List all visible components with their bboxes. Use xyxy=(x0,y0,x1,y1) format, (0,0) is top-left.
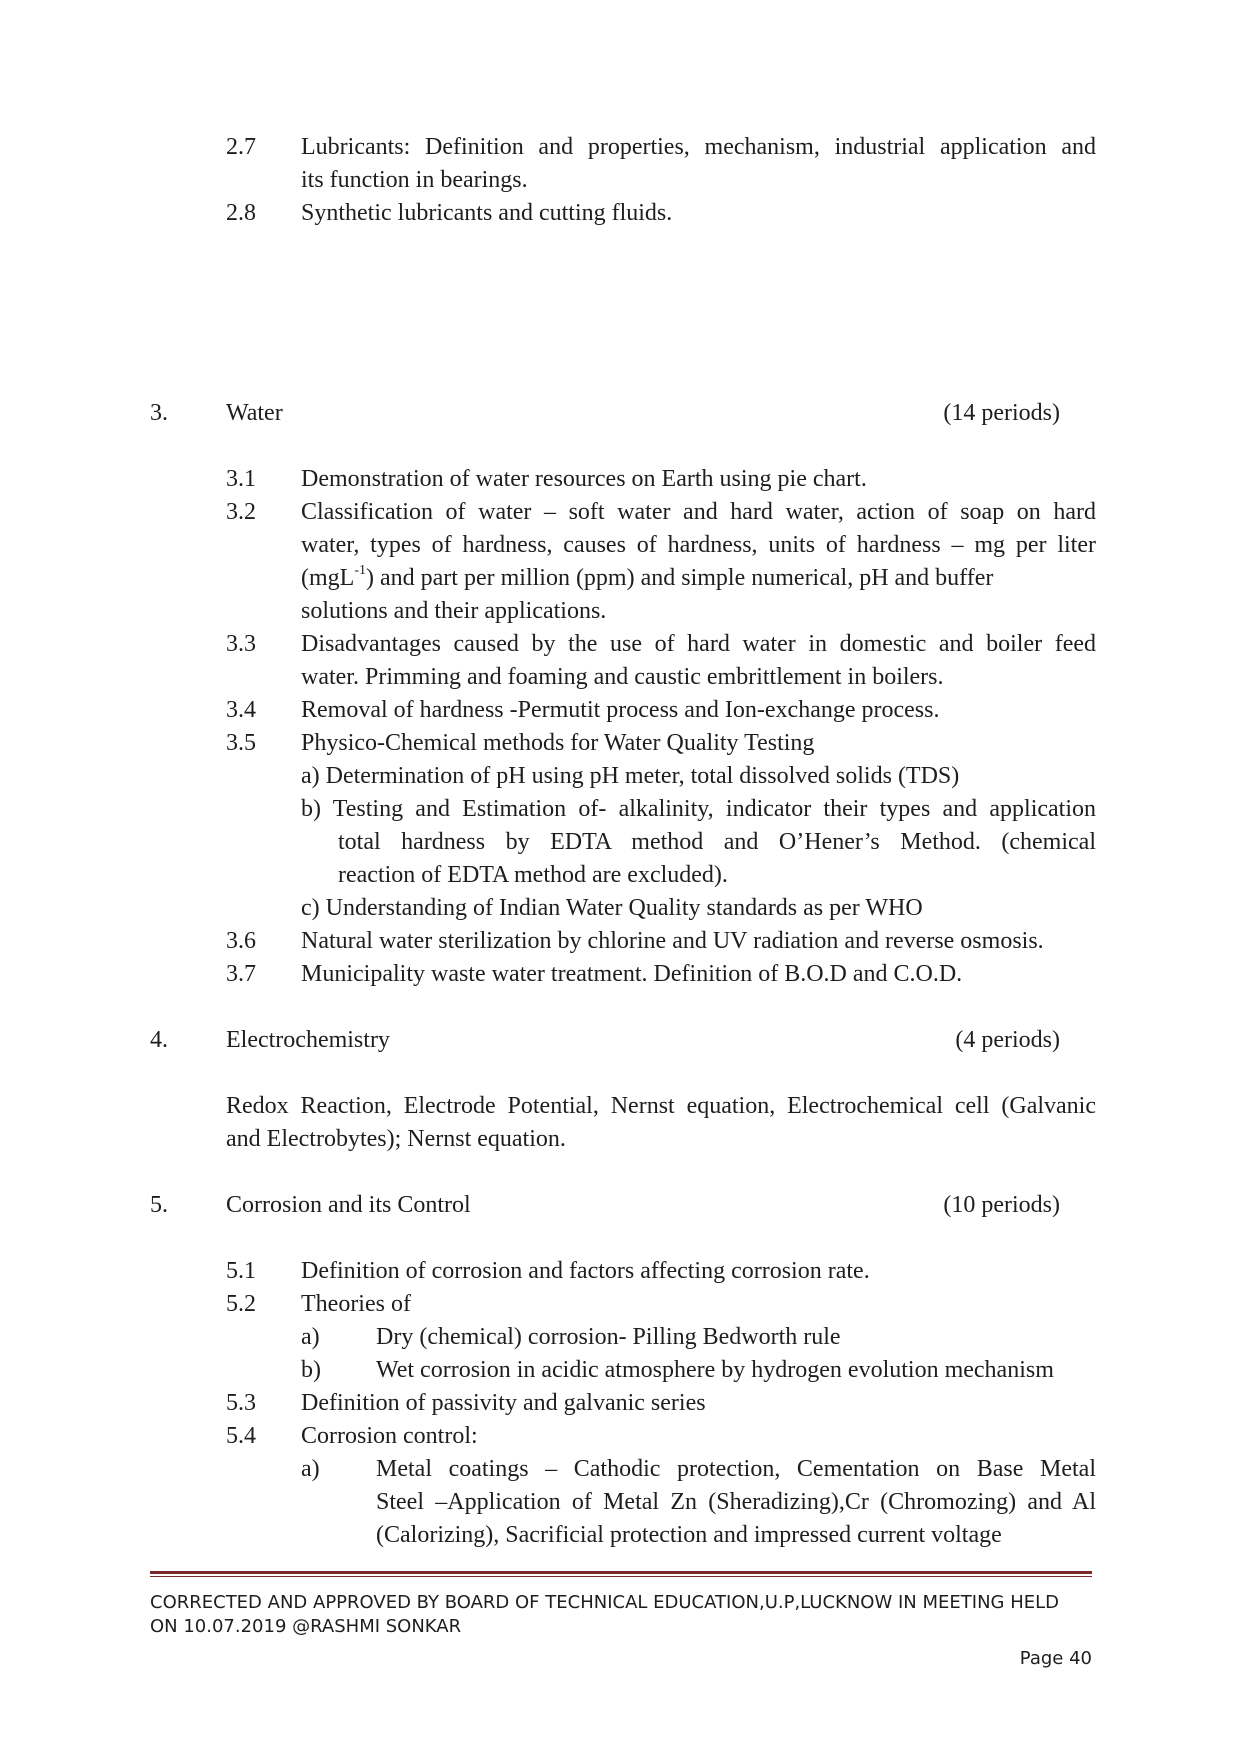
footer-rule xyxy=(150,1571,1092,1574)
sub-item: c) Understanding of Indian Water Quality standards as per WHO xyxy=(301,895,923,921)
item-text: Municipality waste water treatment. Definition of B.O.D and C.O.D. xyxy=(301,961,963,987)
unit-title: Corrosion and its Control xyxy=(226,1192,471,1218)
item-text: Disadvantages caused by the use of hard water in domestic and boiler feed xyxy=(301,631,1096,657)
item-text: Definition of passivity and galvanic series xyxy=(301,1390,706,1416)
unit-periods: (4 periods) xyxy=(955,1027,1060,1053)
superscript: -1 xyxy=(354,563,366,578)
item-text xyxy=(301,562,1096,595)
unit-periods: (10 periods) xyxy=(943,1192,1060,1218)
item-number: 3.7 xyxy=(226,961,256,987)
item-number: 3.5 xyxy=(226,730,256,756)
sub-item: (Calorizing), Sacrificial protection and impressed current voltage xyxy=(376,1522,1002,1548)
item-text: water, types of hardness, causes of hardness, units of hardness – mg per liter xyxy=(301,532,1096,558)
unit-periods: (14 periods) xyxy=(943,400,1060,426)
paragraph-line: Redox Reaction, Electrode Potential, Nernst equation, Electrochemical cell (Galvanic xyxy=(226,1093,1096,1119)
item-text: Definition of corrosion and factors affecting corrosion rate. xyxy=(301,1258,870,1284)
item-number: 3.2 xyxy=(226,499,256,525)
item-text: Synthetic lubricants and cutting fluids. xyxy=(301,200,673,226)
sub-item-marker: b) xyxy=(301,1357,321,1383)
item-number: 5.4 xyxy=(226,1423,256,1449)
text-fragment: (mgL xyxy=(301,565,355,591)
unit-number: 3. xyxy=(150,400,168,426)
sub-item: a) Determination of pH using pH meter, total dissolved solids (TDS) xyxy=(301,763,960,789)
sub-item: Wet corrosion in acidic atmosphere by hydrogen evolution mechanism xyxy=(376,1357,1054,1383)
sub-item-marker: a) xyxy=(301,1456,320,1482)
footer-text: CORRECTED AND APPROVED BY BOARD OF TECHNICAL EDUCATION,U.P,LUCKNOW IN MEETING HELD xyxy=(150,1592,1059,1613)
unit-number: 5. xyxy=(150,1192,168,1218)
item-number: 3.1 xyxy=(226,466,256,492)
item-text: water. Primming and foaming and caustic embrittlement in boilers. xyxy=(301,664,944,690)
item-text: Corrosion control: xyxy=(301,1423,478,1449)
item-number: 3.6 xyxy=(226,928,256,954)
item-text: Theories of xyxy=(301,1291,411,1317)
item-text: Removal of hardness -Permutit process and Ion-exchange process. xyxy=(301,697,940,723)
sub-item: Dry (chemical) corrosion- Pilling Bedworth rule xyxy=(376,1324,841,1350)
sub-item: Steel –Application of Metal Zn (Sheradizing),Cr (Chromozing) and Al xyxy=(376,1489,1096,1515)
item-number: 3.4 xyxy=(226,697,256,723)
sub-item: total hardness by EDTA method and O’Hener’s Method. (chemical xyxy=(338,829,1096,855)
item-text: Lubricants: Definition and properties, mechanism, industrial application and xyxy=(301,134,1096,160)
sub-item-marker: a) xyxy=(301,1324,320,1350)
item-number: 5.1 xyxy=(226,1258,256,1284)
sub-item: reaction of EDTA method are excluded). xyxy=(338,862,728,888)
item-text: solutions and their applications. xyxy=(301,598,607,624)
item-number: 5.3 xyxy=(226,1390,256,1416)
paragraph-line: and Electrobytes); Nernst equation. xyxy=(226,1126,566,1152)
unit-number: 4. xyxy=(150,1027,168,1053)
unit-title: Electrochemistry xyxy=(226,1027,390,1053)
unit-title: Water xyxy=(226,400,283,426)
footer-text: ON 10.07.2019 @RASHMI SONKAR xyxy=(150,1616,462,1637)
footer-rule-thin xyxy=(150,1576,1092,1577)
text-fragment: ) and part per million (ppm) and simple numerical, pH and buffer xyxy=(366,565,994,591)
item-number: 2.7 xyxy=(226,134,256,160)
sub-item: Metal coatings – Cathodic protection, Cementation on Base Metal xyxy=(376,1456,1096,1482)
page-number: Page 40 xyxy=(1019,1648,1092,1669)
item-text: Demonstration of water resources on Earth using pie chart. xyxy=(301,466,867,492)
item-text: its function in bearings. xyxy=(301,167,528,193)
item-text: Natural water sterilization by chlorine and UV radiation and reverse osmosis. xyxy=(301,928,1044,954)
item-text: Physico-Chemical methods for Water Quality Testing xyxy=(301,730,815,756)
sub-item: b) Testing and Estimation of- alkalinity, indicator their types and application xyxy=(301,796,1096,822)
item-number: 3.3 xyxy=(226,631,256,657)
item-text: Classification of water – soft water and hard water, action of soap on hard xyxy=(301,499,1096,525)
item-number: 2.8 xyxy=(226,200,256,226)
item-number: 5.2 xyxy=(226,1291,256,1317)
